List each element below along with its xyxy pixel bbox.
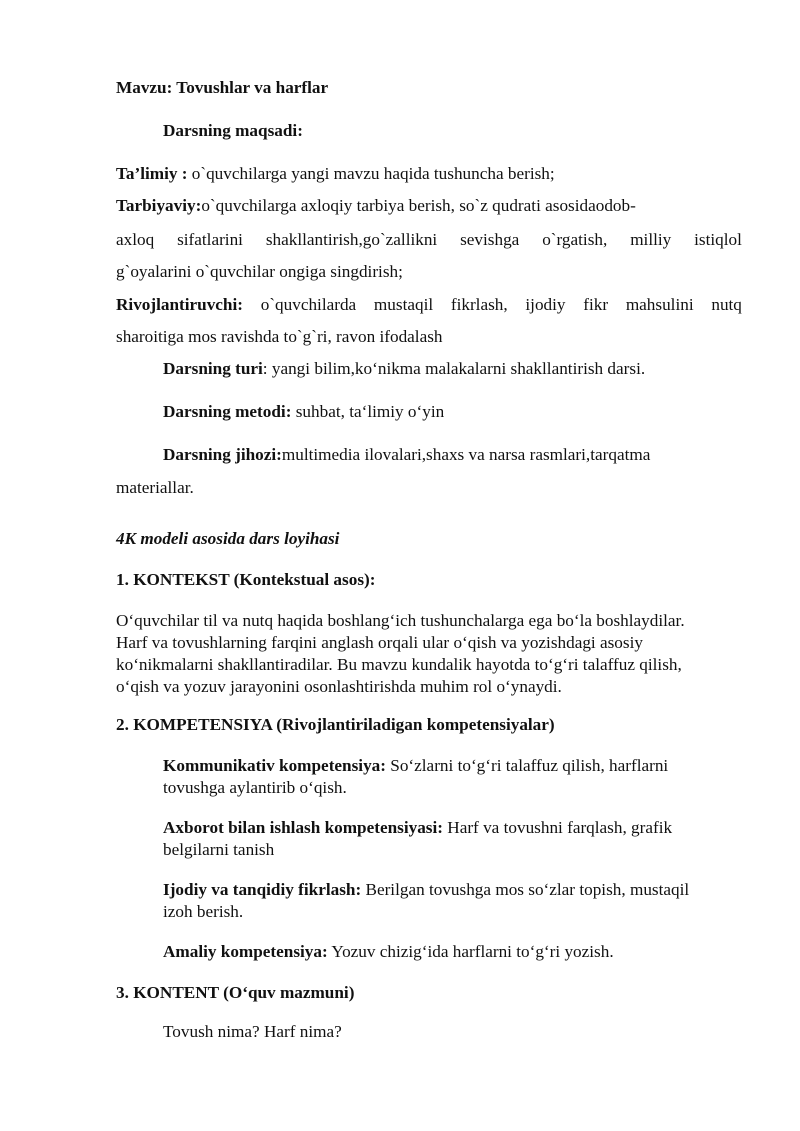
jihozi-line-2: materiallar. (116, 478, 194, 497)
kompetensiya-item-2-cont: belgilarni tanish (163, 840, 275, 859)
rivoj-line-1 (116, 295, 742, 315)
talimiy-line (116, 164, 555, 184)
kontekst-line: O‘quvchilar til va nutq haqida boshlang‘ich tushunchalarga ega bo‘la boshlaydilar. (116, 611, 685, 630)
kontekst-line: Harf va tovushlarning farqini anglash orqali ular o‘qish va yozishdagi asosiy (116, 633, 643, 652)
kontent-heading: 3. KONTENT (O‘quv mazmuni) (116, 983, 355, 1002)
kontekst-heading: 1. KONTEKST (Kontekstual asos): (116, 570, 376, 589)
lesson-title: Mavzu: Tovushlar va harflar (116, 78, 329, 97)
tarbiyaviy-line-3: g`oyalarini o`quvchilar ongiga singdirish; (116, 262, 403, 281)
kompetensiya-item-3 (163, 880, 689, 900)
kompetensiya-item-label: Amaliy kompetensiya: (163, 942, 328, 961)
rivoj-word: fikrlash, (450, 295, 508, 314)
jihozi-label: Darsning jihozi: (163, 445, 282, 464)
kompetensiya-item-text: Berilgan tovushga mos so‘zlar topish, mustaqil (361, 880, 690, 899)
kompetensiya-item-text: Yozuv chizig‘ida harflarni to‘g‘ri yozish. (327, 942, 614, 961)
rivoj-word: o`quvchilarda (260, 295, 357, 314)
turi-line (163, 359, 645, 379)
rivoj-word: mustaqil (373, 295, 434, 314)
kompetensiya-item-3-cont: izoh berish. (163, 902, 244, 921)
kompetensiya-item-label: Kommunikativ kompetensiya: (163, 756, 386, 775)
kompetensiya-item-text: So‘zlarni to‘g‘ri talaffuz qilish, harflarni (385, 756, 669, 775)
talimiy-label: Ta’limiy : (116, 164, 188, 183)
tarbiyaviy-word: milliy (630, 230, 672, 249)
turi-text: : yangi bilim,ko‘nikma malakalarni shakllantirish darsi. (262, 359, 646, 378)
kompetensiya-item-1 (163, 756, 668, 776)
tarbiyaviy-word: shakllantirish,go`zallikni (265, 230, 438, 249)
tarbiyaviy-word: istiqlol (694, 230, 742, 249)
tarbiyaviy-text-1: o`quvchilarga axloqiy tarbiya berish, so`z qudrati asosidaodob- (201, 196, 636, 215)
rivoj-word: ijodiy (525, 295, 566, 314)
turi-label: Darsning turi (163, 359, 263, 378)
kompetensiya-heading: 2. KOMPETENSIYA (Rivojlantiriladigan kompetensiyalar) (116, 715, 555, 734)
rivoj-word: fikr (583, 295, 609, 314)
tarbiyaviy-line-1 (116, 196, 636, 216)
tarbiyaviy-line-2 (116, 230, 742, 250)
kompetensiya-item-text: Harf va tovushni farqlash, grafik (443, 818, 673, 837)
kompetensiya-item-4 (163, 942, 614, 962)
metodi-text: suhbat, ta‘limiy o‘yin (291, 402, 445, 421)
tarbiyaviy-word: sifatlarini (177, 230, 243, 249)
kompetensiya-item-label: Axborot bilan ishlash kompetensiyasi: (163, 818, 443, 837)
rivoj-label: Rivojlantiruvchi: (116, 295, 243, 314)
tarbiyaviy-word: axloq (116, 230, 155, 249)
jihozi-text: multimedia ilovalari,shaxs va narsa rasmlari,tarqatma (281, 445, 651, 464)
kontent-line: Tovush nima? Harf nima? (163, 1022, 342, 1041)
tarbiyaviy-word: sevishga (460, 230, 520, 249)
kontekst-line: o‘qish va yozuv jarayonini osonlashtirishda muhim rol o‘ynaydi. (116, 677, 562, 696)
talimiy-text: o`quvchilarga yangi mavzu haqida tushuncha berish; (187, 164, 555, 183)
kontekst-line: ko‘nikmalarni shakllantiradilar. Bu mavzu kundalik hayotda to‘g‘ri talaffuz qilish, (116, 655, 682, 674)
rivoj-line-2: sharoitiga mos ravishda to`g`ri, ravon ifodalash (116, 327, 443, 346)
model-heading: 4K modeli asosida dars loyihasi (116, 529, 340, 548)
tarbiyaviy-label: Tarbiyaviy: (116, 196, 202, 215)
rivoj-word: nutq (711, 295, 742, 314)
kompetensiya-item-1-cont: tovushga aylantirib o‘qish. (163, 778, 347, 797)
kompetensiya-item-label: Ijodiy va tanqidiy fikrlash: (163, 880, 362, 899)
metodi-line (163, 402, 444, 422)
metodi-label: Darsning metodi: (163, 402, 292, 421)
jihozi-line-1 (163, 445, 650, 465)
tarbiyaviy-word: o`rgatish, (542, 230, 608, 249)
rivoj-word: mahsulini (625, 295, 694, 314)
kompetensiya-item-2 (163, 818, 672, 838)
goal-heading: Darsning maqsadi: (163, 121, 303, 140)
